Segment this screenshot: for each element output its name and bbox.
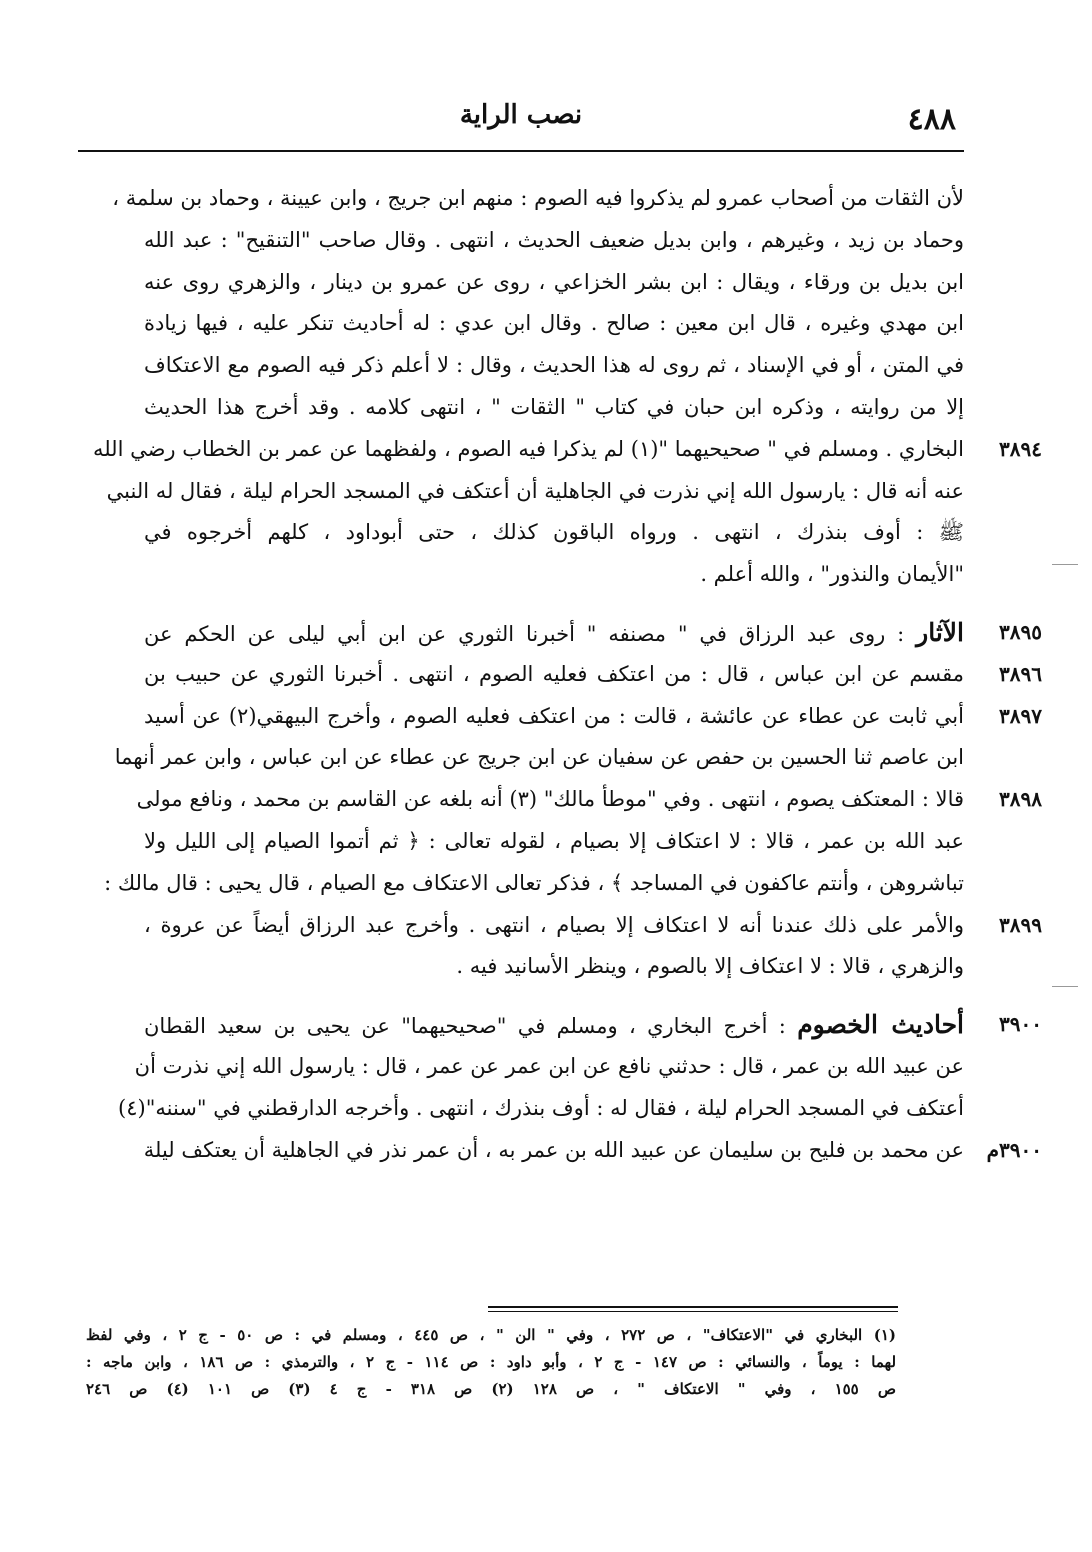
hadith-number: ٣٨٩٥ bbox=[999, 619, 1042, 644]
text-line: في المتن ، أو في الإسناد ، ثم روى له هذا الحديث ، وقال : لا أعلم ذكر فيه الصوم مع الاعتكاف bbox=[144, 353, 964, 378]
text-line: ابن بديل بن ورقاء ، ويقال : ابن بشر الخزاعي ، روى عن عمرو بن دينار ، والزهري روى عنه bbox=[144, 269, 964, 294]
text-line: عن عبيد الله بن عمر ، قال : حدثني نافع عن ابن عمر عن عمر ، قال : يارسول الله إني نذرت أن bbox=[134, 1053, 964, 1078]
text-line: ﷺ : أوف بنذرك ، انتهى . ورواه الباقون كذلك ، حتى أبوداود ، كلهم أخرجوه في bbox=[144, 520, 964, 545]
text-line: أبي ثابت عن عطاء عن عائشة ، قالت : من اعتكف فعليه الصوم ، وأخرج البيهقي(٢) عن أسيد bbox=[144, 703, 964, 728]
book-title: نصب الراية bbox=[459, 100, 583, 130]
numbered-line bbox=[136, 779, 1042, 821]
main-text bbox=[92, 178, 1042, 1171]
footnote-line: (١) البخاري في "الاعتكاف" ، ص ٢٧٢ ، وفي " الن " ، ص ٤٤٥ ، ومسلم في : ص ٥٠ - ج ٢ ، وفي لفظ bbox=[86, 1326, 896, 1344]
footnote-line: لهما : يوماً ، والنسائي : ص ١٤٧ - ج ٢ ، وأبو داود : ص ١١٤ - ج ٢ ، والترمذي : ص ١٨٦ ، وابن ماجه : bbox=[86, 1353, 897, 1371]
footnote-line: ص ١٥٥ ، وفي " الاعتكاف " ، ص ١٢٨ (٢) ص ٣١٨ - ج ٤ (٣) ص ١٠١ (٤) ص ٢٤٦ bbox=[86, 1380, 896, 1398]
page-header bbox=[78, 92, 964, 152]
hadith-number: ٣٨٩٨ bbox=[999, 787, 1042, 812]
section-gap bbox=[144, 596, 964, 612]
text-line: لأن الثقات من أصحاب عمرو لم يذكروا فيه الصوم : منهم ابن جريج ، وابن عيينة ، وحماد بن سلمة ، bbox=[112, 186, 964, 210]
numbered-line bbox=[144, 696, 1042, 738]
text-line: وحماد بن زيد ، وغيرهم ، وابن بديل ضعيف الحديث ، انتهى . وقال صاحب "التنقيح" : عبد الله bbox=[144, 227, 964, 252]
hadith-number: ٣٩٠٠م bbox=[986, 1137, 1042, 1162]
text-line: عن محمد بن فليح بن سليمان عن عبيد الله بن عمر به ، أن عمر نذر في الجاهلية أن يعتكف ليلة bbox=[143, 1137, 964, 1162]
text-line: "الأيمان والنذور" ، والله أعلم . bbox=[700, 562, 964, 587]
footnotes bbox=[86, 1322, 896, 1403]
numbered-line bbox=[144, 905, 1042, 947]
footnote-rule bbox=[488, 1311, 898, 1312]
text-line: البخاري . ومسلم في " صحيحيهما "(١) لم يذكرا فيه الصوم ، ولفظهما عن عمر بن الخطاب رضي الله bbox=[92, 436, 964, 461]
text-line: مقسم عن ابن عباس ، قال : من اعتكف فعليه الصوم ، انتهى . أخبرنا الثوري عن حبيب بن bbox=[144, 661, 964, 686]
header-rule bbox=[78, 150, 964, 152]
hadith-number: ٣٨٩٧ bbox=[999, 703, 1042, 728]
text-line: تباشروهن ، وأنتم عاكفون في المساجد ﴾ ، فذكر تعالى الاعتكاف مع الصيام ، قال يحيى : قال مالك : bbox=[104, 870, 964, 895]
numbered-line bbox=[144, 1004, 1042, 1046]
section-heading-athar: الآثار bbox=[916, 617, 965, 647]
text-line: ابن مهدي وغيره ، قال ابن معين : صالح . وقال ابن عدي : له أحاديث تنكر عليه ، فيها زيادة bbox=[144, 311, 964, 336]
hadith-number: ٣٩٠٠ bbox=[999, 1012, 1042, 1037]
text-line: الآثار : روى عبد الرزاق في " مصنفه " أخبرنا الثوري عن ابن أبي ليلى عن الحكم عن bbox=[144, 617, 965, 647]
text-line: أحاديث الخصوم : أخرج البخاري ، ومسلم في "صحيحيهما" عن يحيى بن سعيد القطان bbox=[144, 1010, 964, 1040]
hadith-number: ٣٨٩٤ bbox=[999, 436, 1042, 461]
text-line: عنه أنه قال : يارسول الله إني نذرت في الجاهلية أن أعتكف في المسجد الحرام ليلة ، فقال له النبي bbox=[106, 478, 964, 503]
numbered-line bbox=[144, 612, 1042, 654]
text-line: إلا من روايته ، وذكره ابن حبان في كتاب " الثقات " ، انتهى كلامه . وقد أخرج هذا الحديث bbox=[144, 394, 964, 419]
page-number: ٤٨٨ bbox=[907, 102, 956, 137]
text-line: قالا : المعتكف يصوم ، انتهى . وفي "موطأ مالك" (٣) أنه بلغه عن القاسم بن محمد ، ونافع مولى bbox=[136, 787, 964, 812]
section-gap bbox=[144, 988, 964, 1004]
text-line: والأمر على ذلك عندنا أنه لا اعتكاف إلا بصيام ، انتهى . وأخرج عبد الرزاق أيضاً عن عروة ، bbox=[144, 912, 964, 937]
text-line: أعتكف في المسجد الحرام ليلة ، فقال له : أوف بنذرك ، انتهى . وأخرجه الدارقطني في "سننه"(٤) bbox=[118, 1095, 964, 1120]
text-line: ابن عاصم ثنا الحسين بن حفص عن سفيان عن ابن جريج عن عطاء عن ابن عباس ، وابن عمر أنهما bbox=[114, 745, 964, 770]
numbered-line bbox=[143, 1130, 1042, 1172]
hadith-number: ٣٨٩٩ bbox=[999, 912, 1042, 937]
text-line: والزهري ، قالا : لا اعتكاف إلا بالصوم ، وينظر الأسانيد فيه . bbox=[456, 954, 964, 979]
margin-mark bbox=[1052, 564, 1078, 565]
margin-mark bbox=[1052, 986, 1078, 987]
numbered-line bbox=[92, 429, 1042, 471]
hadith-number: ٣٨٩٦ bbox=[999, 661, 1042, 686]
section-heading-khusum: أحاديث الخصوم bbox=[797, 1010, 964, 1040]
numbered-line bbox=[144, 654, 1042, 696]
footnote-rule bbox=[488, 1306, 898, 1308]
text-line: عبد الله بن عمر ، قالا : لا اعتكاف إلا بصيام ، لقوله تعالى : ﴿ ثم أتموا الصيام إلى الليل ولا bbox=[144, 828, 964, 853]
